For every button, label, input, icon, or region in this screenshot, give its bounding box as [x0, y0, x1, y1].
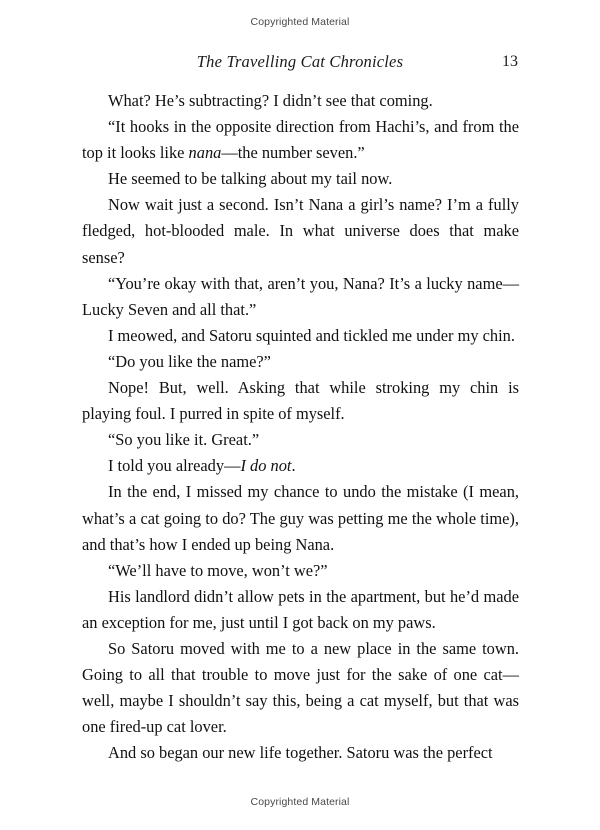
- paragraph: So Satoru moved with me to a new place in the same town. Going to all that trouble to move just for the sake of one cat—well, maybe I shouldn’t say this, being a cat myself, but that was one fired-up cat lover.: [82, 638, 519, 737]
- body-text: [82, 88, 519, 766]
- paragraph: He seemed to be talking about my tail now.: [108, 169, 393, 189]
- paragraph: [82, 114, 519, 166]
- running-title: The Travelling Cat Chronicles: [196, 52, 404, 71]
- paragraph: Now wait just a second. Isn’t Nana a girl’s name? I’m a fully fledged, hot-blooded male. In what universe does that make sense?: [82, 195, 519, 267]
- paragraph: His landlord didn’t allow pets in the apartment, but he’d made an exception for me, just until I got back on my paws.: [82, 586, 519, 632]
- paragraph: In the end, I missed my chance to undo the mistake (I mean, what’s a cat going to do? The guy was petting me the whole time), and that’s how I ended up being Nana.: [82, 482, 519, 554]
- italic-phrase: I do not: [240, 456, 292, 476]
- paragraph: “You’re okay with that, aren’t you, Nana? It’s a lucky name—Lucky Seven and all that.”: [82, 273, 519, 319]
- paragraph: I meowed, and Satoru squinted and tickled me under my chin.: [108, 325, 515, 345]
- paragraph: “We’ll have to move, won’t we?”: [108, 560, 328, 580]
- italic-word: nana: [188, 143, 222, 163]
- paragraph-segment: “It hooks in the opposite direction from Hachi’s, and from the top it looks like: [82, 117, 519, 163]
- running-head: [82, 52, 518, 72]
- paragraph: Nope! But, well. Asking that while stroking my chin is playing foul. I purred in spite of myself.: [82, 378, 519, 424]
- paragraph: “So you like it. Great.”: [108, 430, 260, 450]
- paragraph: And so began our new life together. Satoru was the perfect: [108, 743, 493, 763]
- copyright-watermark-bottom: Copyrighted Material: [250, 796, 350, 808]
- copyright-watermark-top: Copyrighted Material: [250, 16, 350, 28]
- paragraph-segment: .: [291, 456, 296, 476]
- paragraph: “Do you like the name?”: [108, 351, 271, 371]
- paragraph: What? He’s subtracting? I didn’t see that coming.: [108, 91, 433, 110]
- page-number: 13: [502, 53, 518, 70]
- paragraph-segment: —the number seven.”: [221, 143, 365, 163]
- paragraph: [82, 453, 519, 479]
- paragraph-segment: I told you already—: [108, 456, 241, 476]
